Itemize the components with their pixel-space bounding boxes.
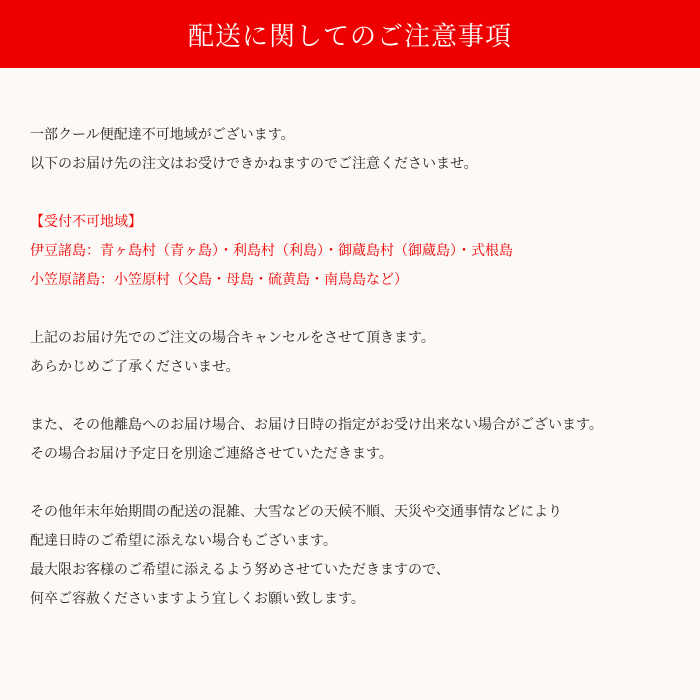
spacer [30,179,695,208]
remote-islands-line-1: また、その他離島へのお届け場合、お届け日時の指定がお受け出来ない場合がございます。 [30,417,603,433]
cancellation-notice [30,324,695,382]
delay-line-4: 何卒ご容赦くださいますよう宜しくお願い致します。 [30,591,365,607]
intro-line-2: 以下のお届け先の注文はお受けできかねますのでご注意くださいませ。 [30,156,478,172]
header-banner [0,0,700,68]
spacer [30,382,695,411]
page-title: 配送に関してのご注意事項 [187,21,512,52]
cancellation-line-1: 上記のお届け先でのご注文の場合キャンセルをさせて頂きます。 [30,330,435,346]
izu-islands-line: 伊豆諸島：青ヶ島村（青ヶ島）・利島村（利島）・御蔵島村（御蔵島）・式根島 [30,243,513,259]
notice-intro [30,121,695,179]
delay-line-3: 最大限お客様のご希望に添えるよう努めさせていただきますので、 [30,562,450,578]
delay-notice [30,498,695,614]
remote-islands-line-2: その場合お届け予定日を別途ご連絡させていただきます。 [30,446,393,462]
ogasawara-islands-line: 小笠原諸島：小笠原村（父島・母島・硫黄島・南鳥島など） [30,272,408,288]
unavailable-areas-heading: 【受付不可地域】 [30,214,142,230]
delay-line-1: その他年末年始期間の配送の混雑、大雪などの天候不順、天災や交通事情などにより [30,504,562,520]
delay-line-2: 配達日時のご希望に添えない場合もございます。 [30,533,337,549]
remote-islands-notice [30,411,695,469]
spacer [30,295,695,324]
cancellation-line-2: あらかじめご了承くださいませ。 [30,359,240,375]
notice-content [30,121,695,614]
unavailable-areas [30,208,695,295]
spacer [30,469,695,498]
intro-line-1: 一部クール便配達不可地域がございます。 [30,127,295,143]
